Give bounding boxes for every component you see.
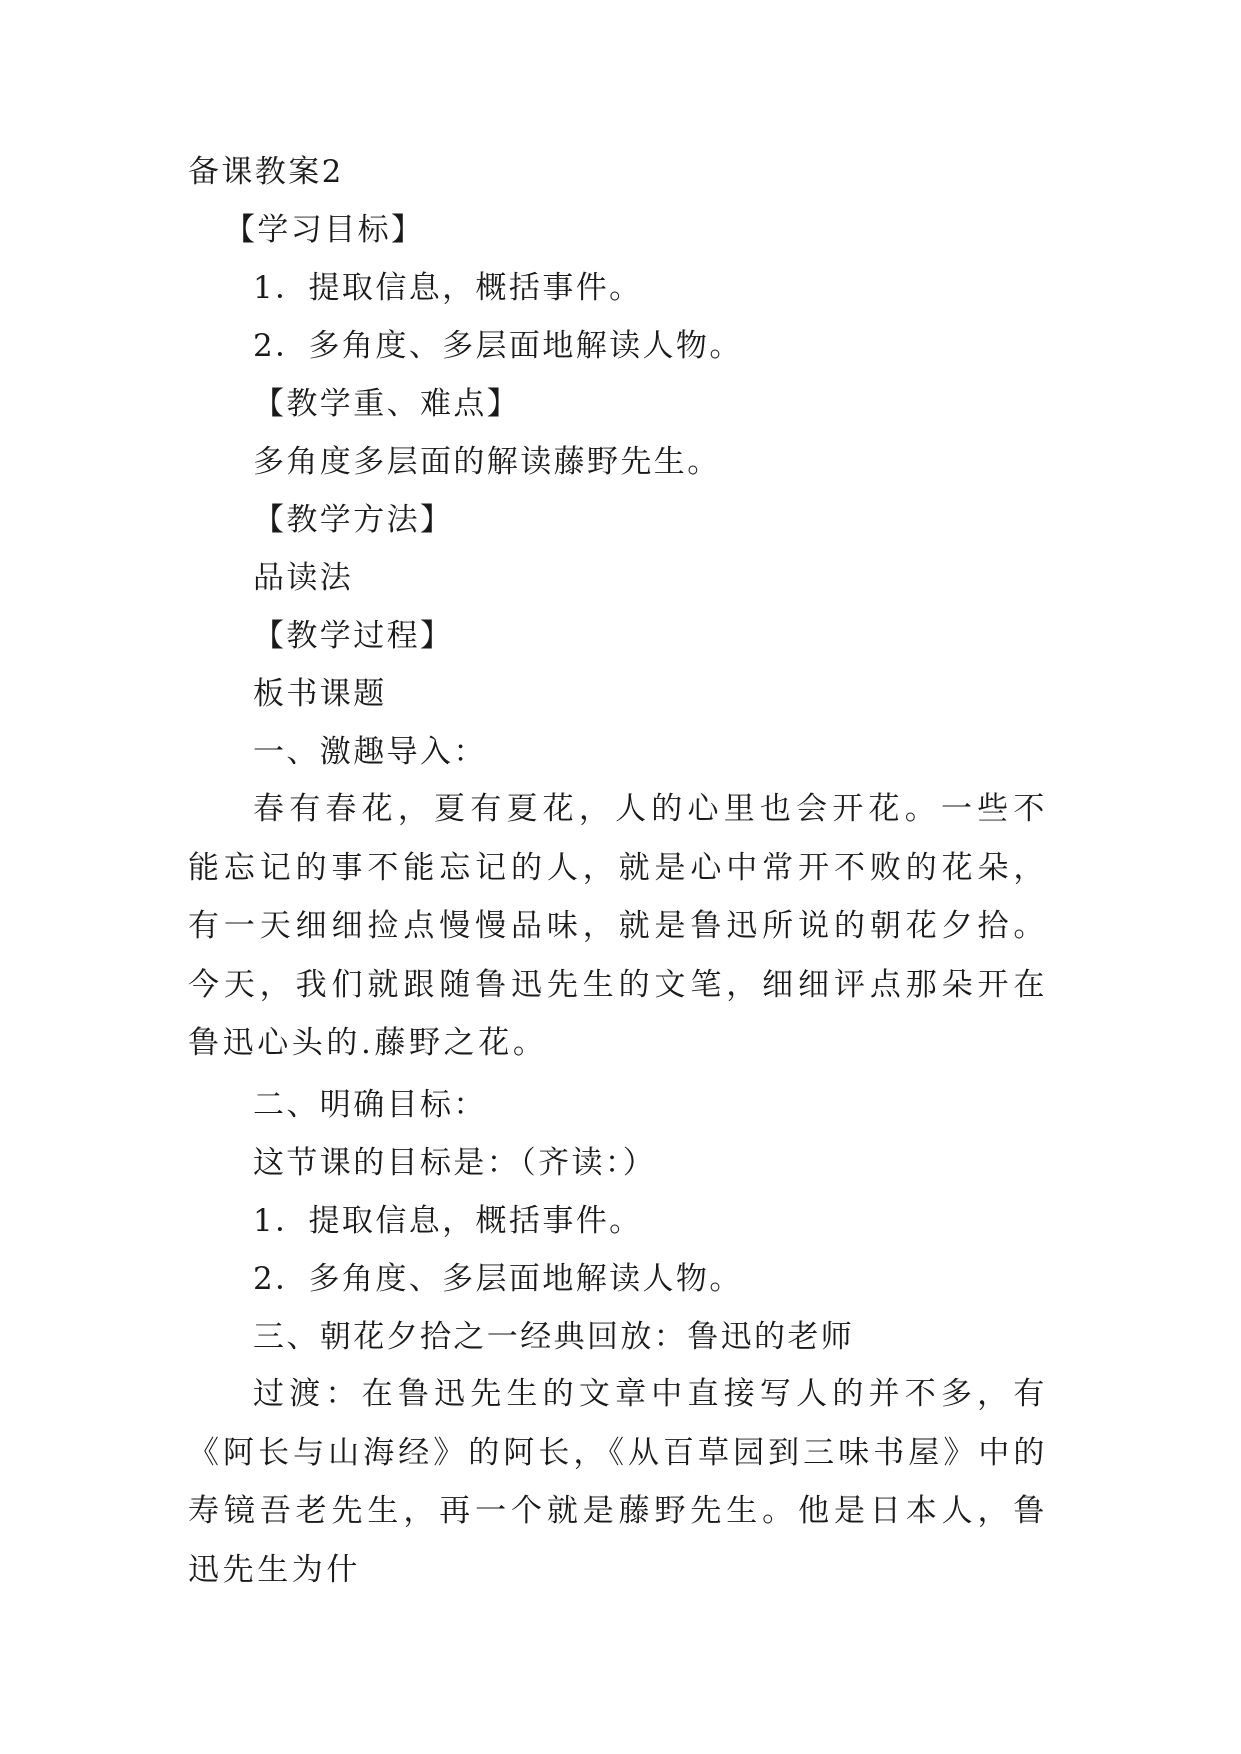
- process-intro: 板书课题: [253, 676, 387, 712]
- section1-paragraph: 春有春花，夏有夏花，人的心里也会开花。一些不能忘记的事不能忘记的人，就是心中常开不败的花朵，有一天细细捡点慢慢品味，就是鲁迅所说的朝花夕拾。今天，我们就跟随鲁迅先生的文笔，细细评点那朵开在鲁迅心头的.藤野之花。: [188, 791, 1048, 1061]
- section2-item: 1．提取信息，概括事件。: [253, 1203, 643, 1239]
- section3-heading: 三、朝花夕拾之一经典回放：鲁迅的老师: [253, 1319, 855, 1355]
- document-title: 备课教案2: [188, 154, 344, 190]
- section1-heading: 一、激趣导入：: [253, 734, 487, 770]
- section3-paragraph: 过渡：在鲁迅先生的文章中直接写人的并不多，有《阿长与山海经》的阿长，《从百草园到三味书屋》中的寿镜吾老先生，再一个就是藤野先生。他是日本人，鲁迅先生为什: [188, 1376, 1048, 1588]
- process-heading: 【教学过程】: [253, 618, 454, 654]
- objective-item: 2．多角度、多层面地解读人物。: [253, 328, 743, 364]
- objectives-heading: 【学习目标】: [224, 212, 425, 248]
- section2-heading: 二、明确目标：: [253, 1087, 487, 1123]
- section2-item: 2．多角度、多层面地解读人物。: [253, 1261, 743, 1297]
- section2-intro: 这节课的目标是：（齐读：）: [253, 1145, 657, 1181]
- objective-item: 1．提取信息，概括事件。: [253, 270, 643, 306]
- method-text: 品读法: [253, 560, 354, 596]
- method-heading: 【教学方法】: [253, 502, 454, 538]
- keypoints-text: 多角度多层面的解读藤野先生。: [253, 444, 721, 480]
- keypoints-heading: 【教学重、难点】: [253, 386, 521, 422]
